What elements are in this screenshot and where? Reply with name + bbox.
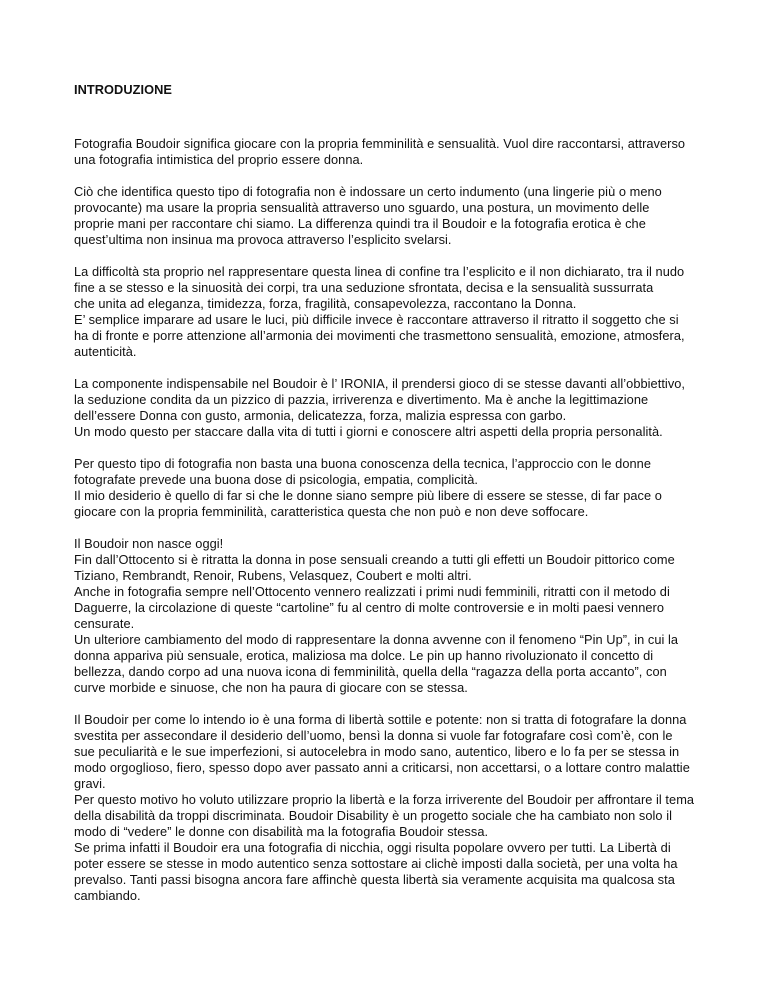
text-line: modo di “vedere” le donne con disabilità ma la fotografia Boudoir stessa. bbox=[74, 824, 489, 839]
text-line: proprie mani per raccontare chi siamo. La differenza quindi tra il Boudoir e la fotografia erotica è che bbox=[74, 216, 646, 231]
text-line: gravi. bbox=[74, 776, 106, 791]
text-line: Se prima infatti il Boudoir era una fotografia di nicchia, oggi risulta popolare ovvero per tutti. La Libertà di bbox=[74, 840, 671, 855]
text-line: provocante) ma usare la propria sensualità attraverso uno sguardo, una postura, un movimento delle bbox=[74, 200, 650, 215]
text-line: Un modo questo per staccare dalla vita di tutti i giorni e conoscere altri aspetti della propria personalità. bbox=[74, 424, 663, 439]
paragraph-5 bbox=[74, 456, 706, 520]
text-line: Anche in fotografia sempre nell’Ottocento vennero realizzati i primi nudi femminili, ritratti con il metodo di bbox=[74, 584, 670, 599]
text-line: poter essere se stesse in modo autentico senza sottostare ai clichè imposti dalla società, per una volta ha bbox=[74, 856, 678, 871]
text-line: censurate. bbox=[74, 616, 135, 631]
paragraph-4 bbox=[74, 376, 706, 440]
text-line: la seduzione condita da un pizzico di pazzia, irriverenza e divertimento. Ma è anche la legittimazione bbox=[74, 392, 649, 407]
text-line: E’ semplice imparare ad usare le luci, più difficile invece è raccontare attraverso il ritratto il soggetto che si bbox=[74, 312, 679, 327]
text-line: La difficoltà sta proprio nel rappresentare questa linea di confine tra l’esplicito e il non dichiarato, tra il nudo bbox=[74, 264, 685, 279]
text-line: donna appariva più sensuale, erotica, maliziosa ma dolce. Le pin up hanno rivoluzionato il concetto di bbox=[74, 648, 654, 663]
text-line: fine a se stesso e la sinuosità dei corpi, tra una seduzione sfrontata, decisa e la sensualità sussurrata bbox=[74, 280, 654, 295]
text-line: La componente indispensabile nel Boudoir è l’ IRONIA, il prendersi gioco di se stesse davanti all’obbiettivo, bbox=[74, 376, 686, 391]
text-line: Un ulteriore cambiamento del modo di rappresentare la donna avvenne con il fenomeno “Pin Up”, in cui la bbox=[74, 632, 679, 647]
paragraph-1 bbox=[74, 136, 706, 168]
text-line: una fotografia intimistica del proprio essere donna. bbox=[74, 152, 364, 167]
text-line: curve morbide e sinuose, che non ha paura di giocare con se stessa. bbox=[74, 680, 468, 695]
paragraph-2 bbox=[74, 184, 706, 248]
text-line: cambiando. bbox=[74, 888, 141, 903]
paragraph-3 bbox=[74, 264, 706, 360]
text-line: Per questo motivo ho voluto utilizzare proprio la libertà e la forza irriverente del Boudoir per affrontare il tema bbox=[74, 792, 695, 807]
text-line: Per questo tipo di fotografia non basta una buona conoscenza della tecnica, l’approccio con le donne bbox=[74, 456, 651, 471]
document-heading: INTRODUZIONE bbox=[74, 82, 172, 97]
text-line: sue peculiarità e le sue imperfezioni, si autocelebra in modo sano, autentico, libero e lo fa per se stessa in bbox=[74, 744, 680, 759]
text-line: prevalso. Tanti passi bisogna ancora fare affinchè questa libertà sia veramente acquisita ma qualcosa sta bbox=[74, 872, 675, 887]
text-line: Ciò che identifica questo tipo di fotografia non è indossare un certo indumento (una lingerie più o meno bbox=[74, 184, 662, 199]
text-line: fotografate prevede una buona dose di psicologia, empatia, complicità. bbox=[74, 472, 479, 487]
text-line: svestita per assecondare il desiderio dell’uomo, bensì la donna si vuole far fotografare così com’è, con le bbox=[74, 728, 673, 743]
text-line: modo orgoglioso, fiero, spesso dopo aver passato anni a criticarsi, non accettarsi, o a lottare contro malattie bbox=[74, 760, 690, 775]
text-line: autenticità. bbox=[74, 344, 137, 359]
text-line: Il Boudoir non nasce oggi! bbox=[74, 536, 224, 551]
text-line: Tiziano, Rembrandt, Renoir, Rubens, Velasquez, Coubert e molti altri. bbox=[74, 568, 472, 583]
text-line: Daguerre, la circolazione di queste “cartoline” fu al centro di molte controversie e in molti paesi vennero bbox=[74, 600, 665, 615]
text-line: Il Boudoir per come lo intendo io è una forma di libertà sottile e potente: non si tratta di fotografare la donna bbox=[74, 712, 687, 727]
text-line: dell’essere Donna con gusto, armonia, delicatezza, forza, malizia espressa con garbo. bbox=[74, 408, 567, 423]
paragraph-6 bbox=[74, 536, 706, 696]
text-line: della disabilità da troppi discriminata. Boudoir Disability è un progetto sociale che ha cambiato non solo il bbox=[74, 808, 672, 823]
text-line: che unita ad eleganza, timidezza, forza, fragilità, consapevolezza, raccontano la Donna. bbox=[74, 296, 577, 311]
text-line: Il mio desiderio è quello di far si che le donne siano sempre più libere di essere se stesse, di far pace o bbox=[74, 488, 662, 503]
paragraph-7 bbox=[74, 712, 706, 904]
text-line: Fotografia Boudoir significa giocare con la propria femminilità e sensualità. Vuol dire raccontarsi, attraverso bbox=[74, 136, 686, 151]
text-line: quest’ultima non insinua ma provoca attraverso l’esplicito svelarsi. bbox=[74, 232, 452, 247]
document-page bbox=[74, 82, 706, 920]
text-line: giocare con la propria femminilità, caratteristica questa che non può e non deve soffocare. bbox=[74, 504, 589, 519]
text-line: bellezza, dando corpo ad una nuova icona di femminilità, quella della “ragazza della porta accanto”, con bbox=[74, 664, 667, 679]
text-line: Fin dall’Ottocento si è ritratta la donna in pose sensuali creando a tutti gli effetti un Boudoir pittorico come bbox=[74, 552, 675, 567]
text-line: ha di fronte e porre attenzione all’armonia dei movimenti che trasmettono sensualità, emozione, atmosfera, bbox=[74, 328, 685, 343]
